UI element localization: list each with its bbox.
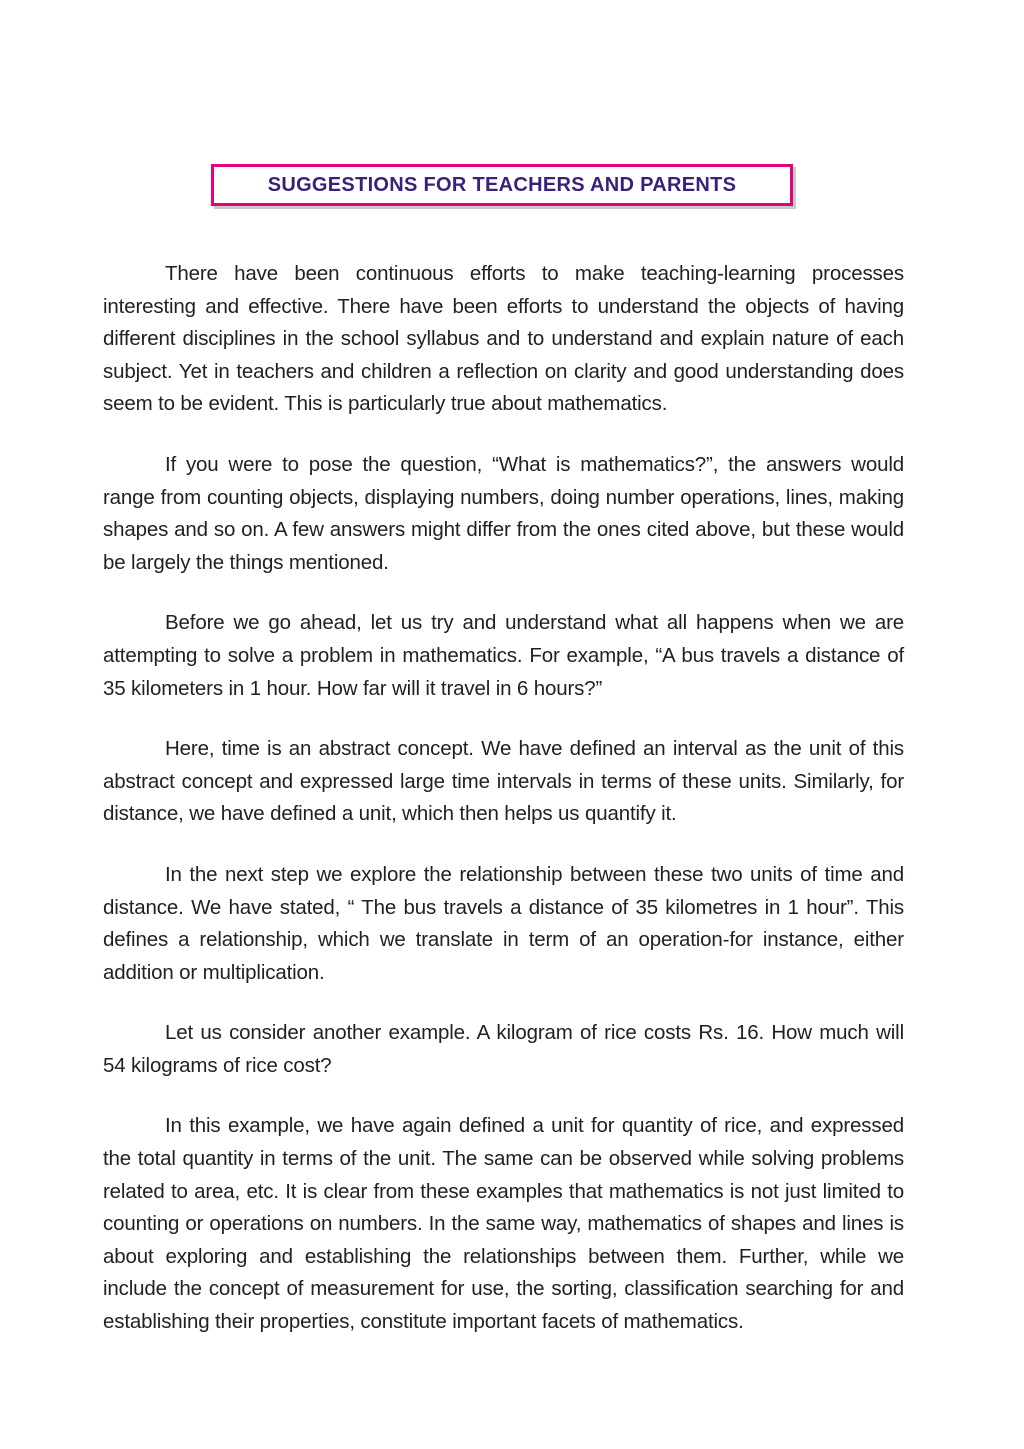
paragraph-what-is-mathematics: If you were to pose the question, “What is mathematics?”, the answers would range from counting objects, displaying numbers, doing number operations, lines, making shapes and so on. A few answers might differ from the ones cited above, but these would be largely the things mentioned. [103, 452, 904, 574]
body-text [103, 258, 904, 1339]
paragraph-conclusion: In this example, we have again defined a unit for quantity of rice, and expressed the total quantity in terms of the unit. The same can be observed while solving problems related to area, etc. It is clear from these examples that mathematics is not just limited to counting or operations on numbers. In the same way, mathematics of shapes and lines is about exploring and establishing the relationships between them. Further, while we include the concept of measurement for use, the sorting, classification searching for and establishing their properties, constitute important facets of mathematics. [103, 1114, 904, 1334]
paragraph-intro: There have been continuous efforts to make teaching-learning processes interesting and effective. There have been efforts to understand the objects of having different disciplines in the school syllabus and to understand and explain nature of each subject. Yet in teachers and children a reflection on clarity and good understanding does seem to be evident. This is particularly true about mathematics. [103, 262, 904, 416]
paragraph-rice-example: Let us consider another example. A kilogram of rice costs Rs. 16. How much will 54 kilograms of rice cost? [103, 1021, 904, 1077]
paragraph-bus-example: Before we go ahead, let us try and understand what all happens when we are attempting to solve a problem in mathematics. For example, “A bus travels a distance of 35 kilometers in 1 hour. How far will it travel in 6 hours?” [103, 611, 904, 700]
page-title: SUGGESTIONS FOR TEACHERS AND PARENTS [267, 173, 737, 196]
paragraph-relationship: In the next step we explore the relationship between these two units of time and distance. We have stated, “ The bus travels a distance of 35 kilometres in 1 hour”. This defines a relationship, which we translate in term of an operation-for instance, either addition or multiplication. [103, 862, 904, 984]
paragraph-time-concept: Here, time is an abstract concept. We have defined an interval as the unit of this abstract concept and expressed large time intervals in terms of these units. Similarly, for distance, we have defined a unit, which then helps us quantify it. [103, 737, 904, 826]
page-title-box [211, 164, 793, 206]
